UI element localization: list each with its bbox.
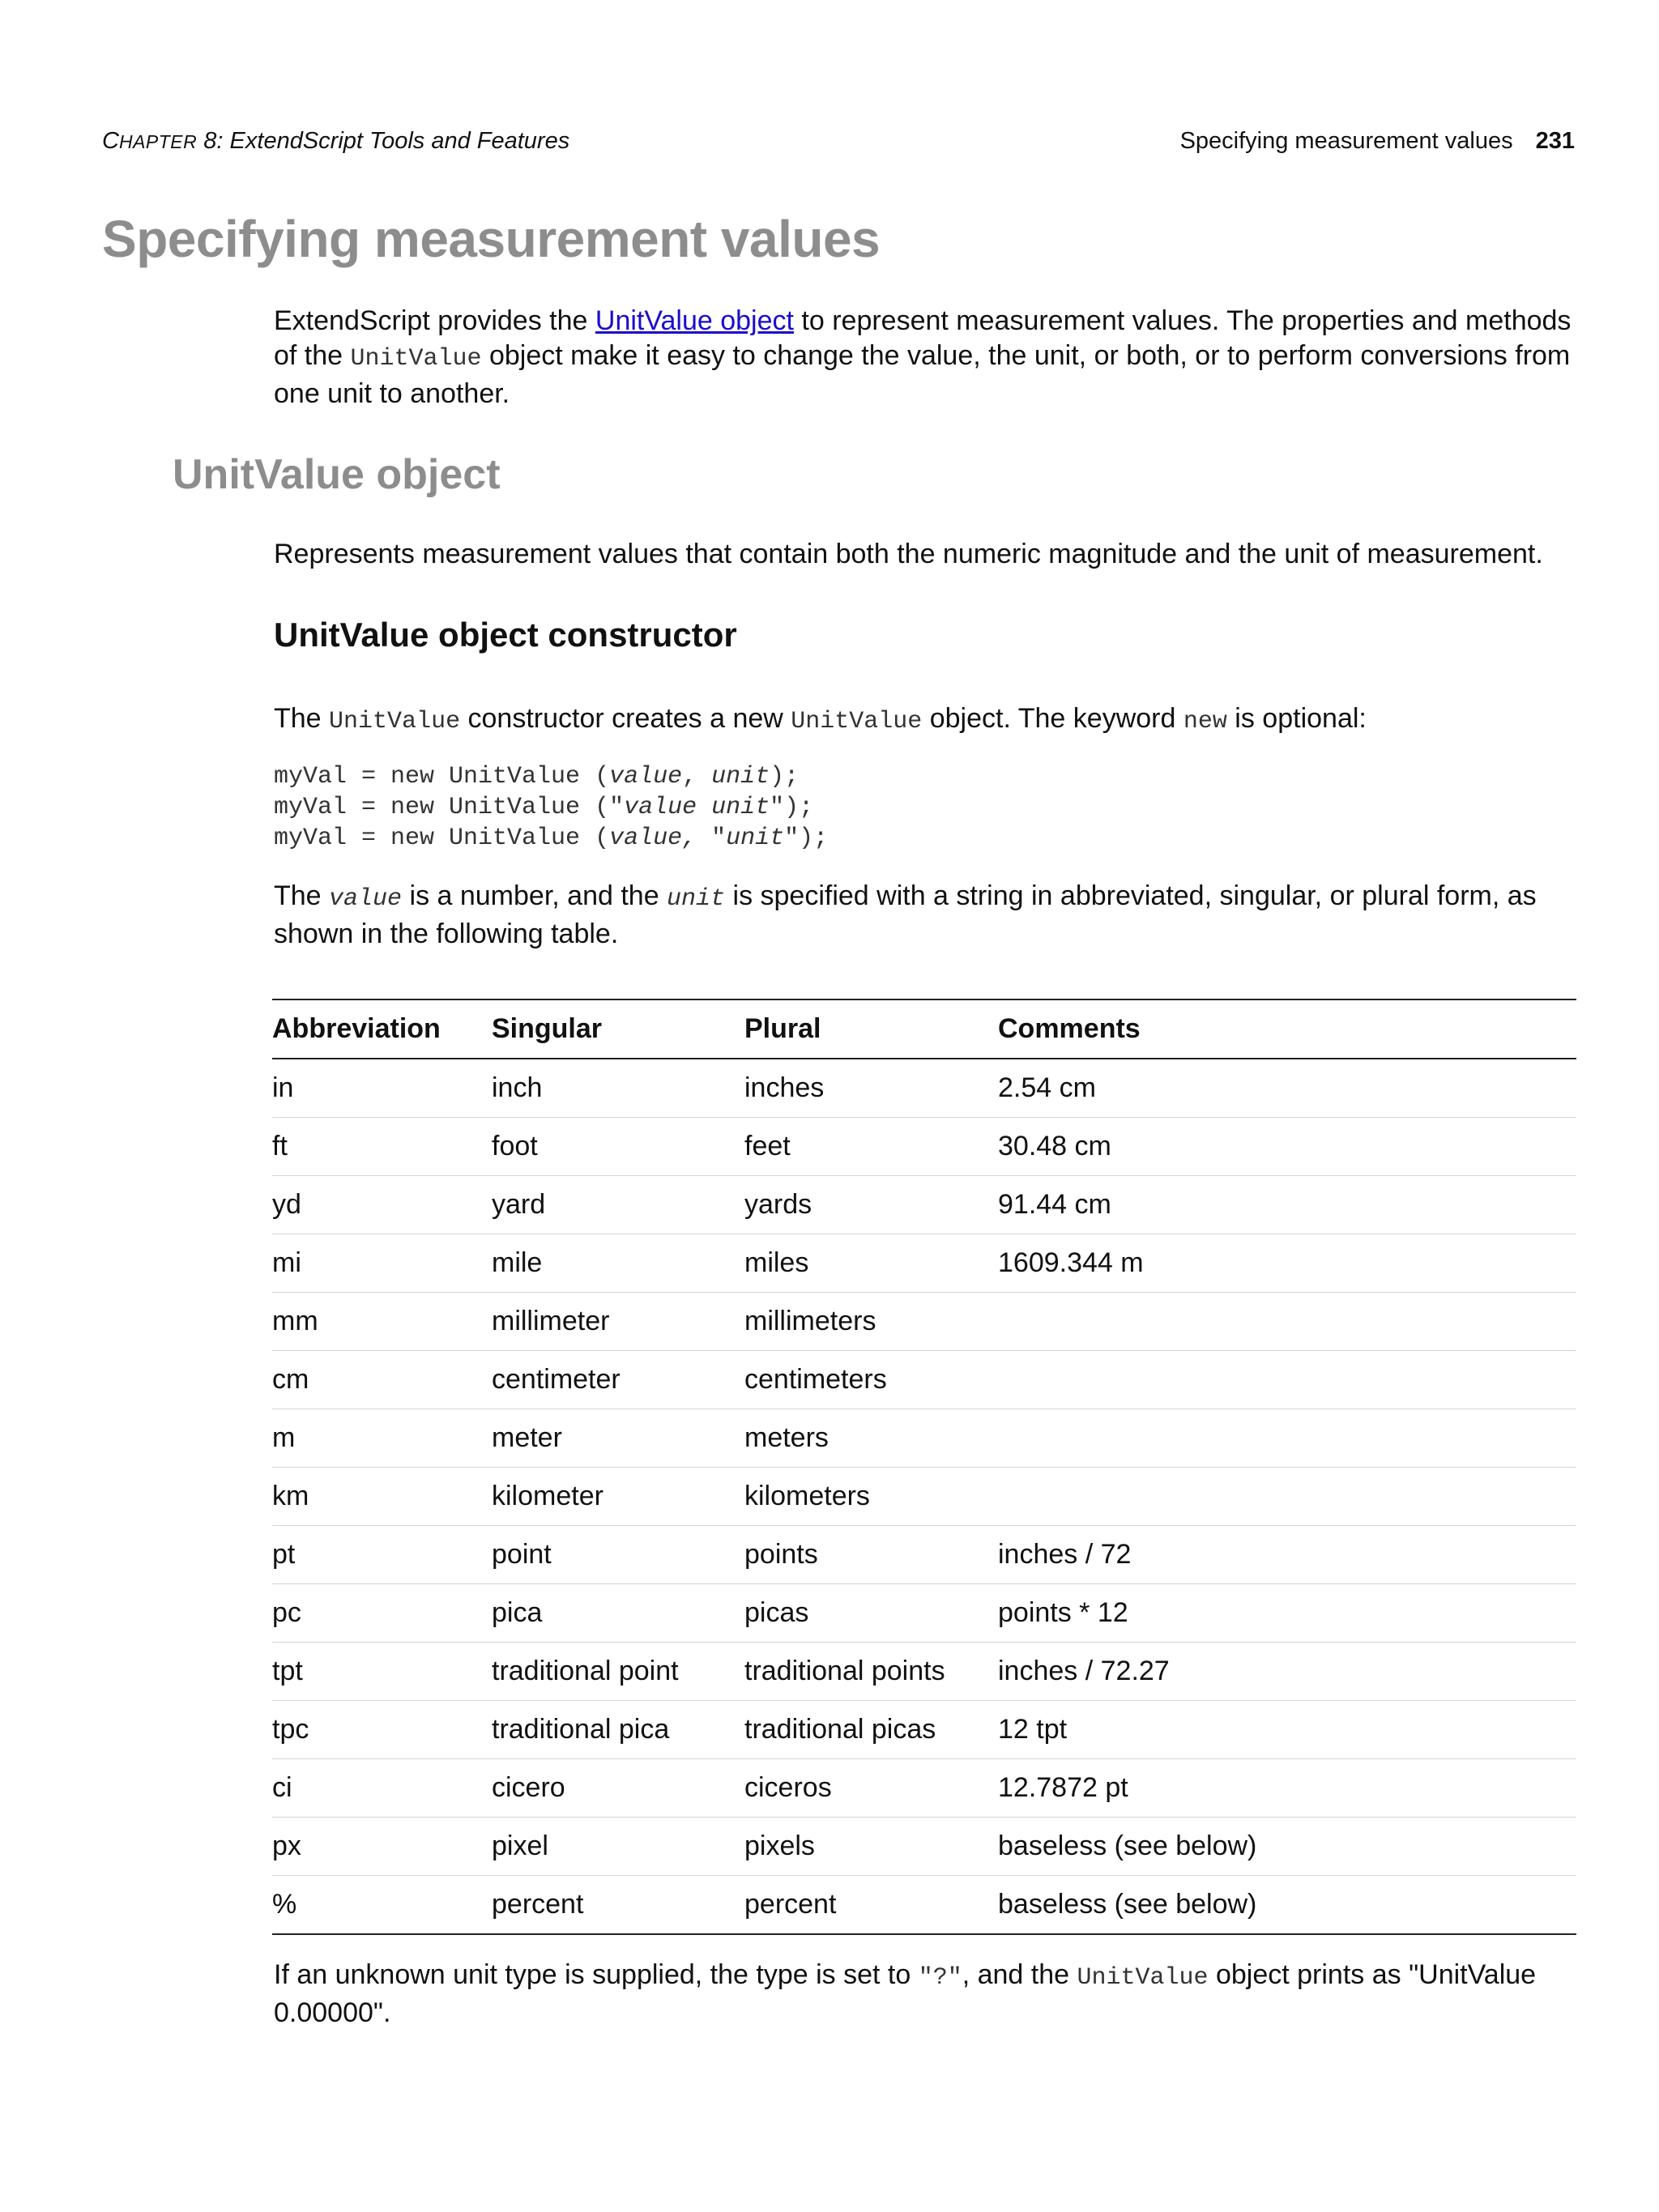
cell-plural: points (744, 1539, 818, 1570)
value-unit-paragraph (274, 879, 1578, 952)
cell-plural: percent (744, 1889, 837, 1920)
cell-plural: picas (744, 1597, 809, 1628)
cell-singular: foot (492, 1131, 538, 1161)
value-text-2: is a number, and the (402, 880, 667, 911)
value-code-value: value (329, 885, 403, 913)
cell-abbreviation: mi (272, 1247, 301, 1278)
code-line (274, 761, 828, 792)
unknown-text-2: , and the (962, 1959, 1077, 1990)
section-title: Specifying measurement values (1179, 128, 1513, 154)
table-row (272, 1351, 1576, 1409)
unknown-text-3: object prints as "UnitValue 0.00000". (274, 1959, 1537, 2028)
running-head (102, 128, 1575, 160)
chapter-title (102, 128, 569, 155)
cell-plural: kilometers (744, 1481, 870, 1511)
ctor-code-2: UnitValue (791, 708, 923, 735)
cell-comments: baseless (see below) (998, 1831, 1257, 1861)
code-part-italic: value, (609, 825, 712, 852)
ctor-text-2: constructor creates a new (460, 703, 791, 734)
cell-singular: millimeter (492, 1306, 610, 1336)
cell-abbreviation: % (272, 1889, 297, 1920)
value-code-unit: unit (667, 885, 726, 913)
column-header-plural: Plural (744, 1013, 821, 1044)
code-part-italic: unit (711, 763, 770, 791)
table-row (272, 1759, 1576, 1818)
cell-abbreviation: ci (272, 1772, 292, 1803)
table-row (272, 1118, 1576, 1176)
code-part-italic: value unit (624, 794, 770, 821)
unitvalue-description: Represents measurement values that contain both the numeric magnitude and the unit of measurement. (274, 539, 1543, 569)
cell-plural: yards (744, 1189, 812, 1220)
cell-singular: pixel (492, 1831, 548, 1861)
table-row (272, 1234, 1576, 1293)
cell-abbreviation: m (272, 1422, 296, 1453)
cell-abbreviation: ft (272, 1131, 288, 1161)
subsection-heading-constructor: UnitValue object constructor (274, 616, 737, 654)
cell-plural: meters (744, 1422, 829, 1453)
intro-text-1: ExtendScript provides the (274, 305, 595, 336)
cell-abbreviation: pc (272, 1597, 301, 1628)
cell-singular: traditional pica (492, 1714, 670, 1745)
intro-text-2: to represent measurement values. The properties and methods of the (274, 305, 1572, 371)
table-row (272, 1643, 1576, 1701)
code-part: myVal = new UnitValue ( (274, 763, 610, 791)
table-header-row (272, 1000, 1576, 1059)
cell-abbreviation: cm (272, 1364, 309, 1395)
code-part: ); (770, 763, 800, 791)
cell-abbreviation: mm (272, 1306, 318, 1336)
cell-singular: mile (492, 1247, 543, 1278)
section-heading-unitvalue: UnitValue object (173, 451, 501, 498)
column-header-singular: Singular (492, 1013, 603, 1044)
unknown-code-question: "?" (918, 1964, 962, 1992)
cell-comments: inches / 72.27 (998, 1656, 1170, 1686)
ctor-code-1: UnitValue (329, 708, 461, 735)
code-part: "); (784, 825, 829, 852)
chapter-rest: 8: ExtendScript Tools and Features (197, 128, 570, 154)
cell-abbreviation: px (272, 1831, 301, 1861)
table-row (272, 1468, 1576, 1526)
cell-singular: pica (492, 1597, 543, 1628)
cell-singular: centimeter (492, 1364, 621, 1395)
cell-abbreviation: in (272, 1072, 294, 1103)
column-header-comments: Comments (998, 1013, 1141, 1044)
cell-plural: ciceros (744, 1772, 832, 1803)
cell-singular: meter (492, 1422, 562, 1453)
value-text-1: The (274, 880, 330, 911)
table-row (272, 1526, 1576, 1584)
table-row (272, 1701, 1576, 1759)
intro-paragraph (274, 304, 1578, 411)
cell-singular: cicero (492, 1772, 565, 1803)
unknown-code-unitvalue: UnitValue (1077, 1964, 1209, 1992)
code-line (274, 823, 828, 854)
table-row (272, 1876, 1576, 1933)
ctor-text-4: is optional: (1226, 703, 1367, 734)
cell-plural: miles (744, 1247, 809, 1278)
code-part: , (682, 763, 712, 791)
constructor-paragraph (274, 701, 1578, 739)
code-part: " (711, 825, 727, 852)
chapter-smallcaps: HAPTER (118, 131, 198, 152)
cell-comments: 2.54 cm (998, 1072, 1096, 1103)
cell-comments: inches / 72 (998, 1539, 1132, 1570)
code-line (274, 792, 828, 823)
cell-comments: 30.48 cm (998, 1131, 1111, 1161)
cell-singular: percent (492, 1889, 584, 1920)
code-part-italic: value (609, 763, 683, 791)
cell-abbreviation: yd (272, 1189, 301, 1220)
cell-singular: inch (492, 1072, 543, 1103)
table-row (272, 1293, 1576, 1351)
ctor-text-3: object. The keyword (922, 703, 1183, 734)
cell-singular: point (492, 1539, 552, 1570)
cell-comments: 12.7872 pt (998, 1772, 1128, 1803)
cell-plural: feet (744, 1131, 791, 1161)
table-row (272, 1584, 1576, 1643)
cell-comments: baseless (see below) (998, 1889, 1257, 1920)
units-table (272, 999, 1576, 1935)
cell-abbreviation: km (272, 1481, 309, 1511)
table-row (272, 1818, 1576, 1876)
value-text-3: is specified with a string in abbreviated, singular, or plural form, as shown in the following table. (274, 880, 1537, 949)
unitvalue-object-link[interactable]: UnitValue object (595, 305, 794, 336)
cell-abbreviation: tpc (272, 1714, 309, 1745)
section-header (1180, 128, 1575, 155)
column-header-abbreviation: Abbreviation (272, 1013, 441, 1044)
page-title: Specifying measurement values (102, 210, 881, 268)
page-number: 231 (1535, 128, 1575, 154)
unknown-text-1: If an unknown unit type is supplied, the type is set to (274, 1959, 919, 1990)
ctor-text-1: The (274, 703, 330, 734)
cell-singular: traditional point (492, 1656, 679, 1686)
code-part-italic: unit (726, 825, 785, 852)
chapter-prefix: C (102, 128, 119, 154)
table-row (272, 1409, 1576, 1468)
cell-plural: traditional points (744, 1656, 945, 1686)
cell-comments: 12 tpt (998, 1714, 1068, 1745)
code-part: myVal = new UnitValue ( (274, 825, 610, 852)
code-block (274, 761, 828, 854)
cell-comments: 1609.344 m (998, 1247, 1144, 1278)
code-part: myVal = new UnitValue (" (274, 794, 625, 821)
cell-abbreviation: tpt (272, 1656, 303, 1686)
cell-plural: centimeters (744, 1364, 887, 1395)
cell-plural: pixels (744, 1831, 815, 1861)
cell-plural: millimeters (744, 1306, 876, 1336)
intro-text-3: object make it easy to change the value, the unit, or both, or to perform conversions from one unit to another. (274, 340, 1571, 409)
cell-plural: traditional picas (744, 1714, 936, 1745)
cell-comments: 91.44 cm (998, 1189, 1111, 1220)
cell-abbreviation: pt (272, 1539, 296, 1570)
cell-singular: kilometer (492, 1481, 603, 1511)
ctor-code-new: new (1183, 708, 1227, 735)
table-row (272, 1176, 1576, 1234)
intro-code-unitvalue: UnitValue (350, 345, 482, 373)
cell-singular: yard (492, 1189, 546, 1220)
table-row (272, 1059, 1576, 1118)
cell-plural: inches (744, 1072, 825, 1103)
code-part: "); (770, 794, 814, 821)
unknown-unit-paragraph (274, 1958, 1578, 2031)
cell-comments: points * 12 (998, 1597, 1128, 1628)
